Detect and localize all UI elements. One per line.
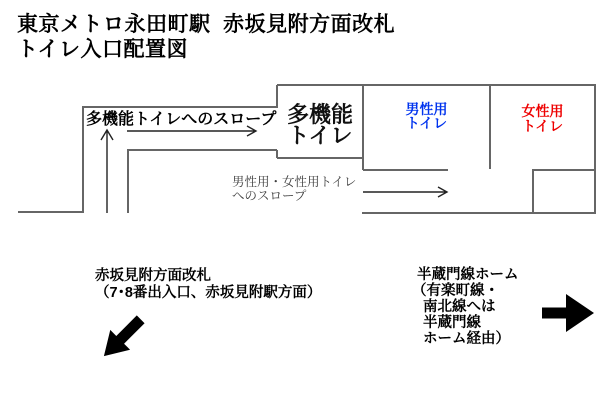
platform-right-arrow-icon xyxy=(542,294,594,332)
mens-toilet-label-line2: トイレ xyxy=(405,115,448,131)
multifunction-toilet-label-line2: トイレ xyxy=(287,123,353,148)
slope-to-multifunction-label: 多機能トイレへのスロープ xyxy=(86,111,277,128)
up-arrow xyxy=(101,130,113,213)
hanzomon-platform-line4: 半蔵門線 xyxy=(423,315,481,331)
gate-down-left-arrow-icon xyxy=(94,309,151,366)
hanzomon-platform-line5: ホーム経由） xyxy=(423,331,510,347)
page-title-line2: トイレ入口配置図 xyxy=(17,38,188,61)
slope-arrow-mens-womens xyxy=(363,187,447,197)
page-title-line1: 東京メトロ永田町駅 赤坂見附方面改札 xyxy=(17,13,396,36)
womens-toilet-label-line2: トイレ xyxy=(521,118,564,134)
gate-destination-label xyxy=(95,268,321,302)
gate-destination-line2: （7･8番出入口、赤坂見附駅方面） xyxy=(95,285,322,301)
mens-toilet-label-line1: 男性用 xyxy=(405,101,448,117)
multifunction-toilet-label-line1: 多機能 xyxy=(286,102,353,127)
destination-arrows xyxy=(94,294,594,366)
mens-toilet-label xyxy=(363,102,490,130)
multifunction-toilet-label xyxy=(277,104,363,146)
gate-destination-line1: 赤坂見附方面改札 xyxy=(95,268,211,284)
slope-to-mens-womens-label xyxy=(232,175,356,203)
wall-bottom-right-notch xyxy=(533,170,595,213)
womens-toilet-label-line1: 女性用 xyxy=(521,103,564,119)
hanzomon-platform-line1: 半蔵門線ホーム xyxy=(417,267,519,283)
slope-to-mens-womens-label-line2: へのスロープ xyxy=(232,189,307,203)
womens-toilet-label xyxy=(490,104,595,134)
hanzomon-platform-line3: 南北線へは xyxy=(423,299,496,315)
slope-to-mens-womens-label-line1: 男性用・女性用トイレ xyxy=(232,175,357,189)
page-title xyxy=(17,12,395,62)
hanzomon-platform-line2: （有楽町線・ xyxy=(412,283,499,299)
hanzomon-platform-label xyxy=(412,267,519,347)
